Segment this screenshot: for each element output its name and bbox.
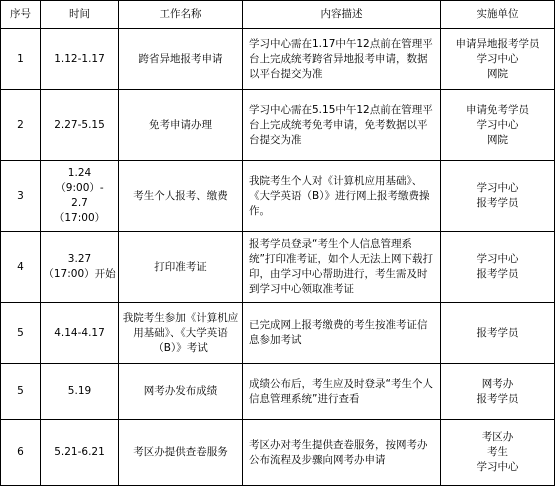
cell-time: 1.12-1.17 — [41, 29, 119, 90]
cell-unit: 报考学员 — [441, 303, 555, 364]
table-header-row — [1, 1, 555, 29]
header-time: 时间 — [41, 1, 119, 29]
cell-task-name: 跨省异地报考申请 — [119, 29, 243, 90]
cell-task-name: 网考办发布成绩 — [119, 364, 243, 420]
cell-time: 1.24 （9:00）- 2.7 （17:00） — [41, 161, 119, 232]
cell-time: 4.14-4.17 — [41, 303, 119, 364]
table-row — [1, 161, 555, 232]
table-row — [1, 303, 555, 364]
cell-no: 5 — [1, 303, 41, 364]
cell-time: 5.21-6.21 — [41, 420, 119, 486]
cell-task-name: 考生个人报考、缴费 — [119, 161, 243, 232]
cell-time: 2.27-5.15 — [41, 90, 119, 161]
table-row — [1, 232, 555, 303]
cell-task-name: 免考申请办理 — [119, 90, 243, 161]
cell-task-name: 我院考生参加《计算机应用基础》、《大学英语（B）》考试 — [119, 303, 243, 364]
cell-no: 1 — [1, 29, 41, 90]
header-description: 内容描述 — [243, 1, 441, 29]
cell-task-name: 打印准考证 — [119, 232, 243, 303]
cell-unit: 申请免考学员 学习中心 网院 — [441, 90, 555, 161]
cell-unit: 网考办 报考学员 — [441, 364, 555, 420]
cell-no: 3 — [1, 161, 41, 232]
cell-time: 5.19 — [41, 364, 119, 420]
table-row — [1, 29, 555, 90]
table-row — [1, 364, 555, 420]
cell-unit: 学习中心 报考学员 — [441, 232, 555, 303]
cell-description: 已完成网上报考缴费的考生按准考证信息参加考试 — [243, 303, 441, 364]
cell-description: 我院考生个人对《计算机应用基础》、《大学英语（B）》进行网上报考缴费操作。 — [243, 161, 441, 232]
table-row — [1, 420, 555, 486]
header-unit: 实施单位 — [441, 1, 555, 29]
cell-no: 2 — [1, 90, 41, 161]
header-no: 序号 — [1, 1, 41, 29]
header-task-name: 工作名称 — [119, 1, 243, 29]
table-row — [1, 90, 555, 161]
cell-no: 6 — [1, 420, 41, 486]
cell-unit: 申请异地报考学员 学习中心 网院 — [441, 29, 555, 90]
cell-task-name: 考区办提供查卷服务 — [119, 420, 243, 486]
cell-time: 3.27 （17:00）开始 — [41, 232, 119, 303]
cell-description: 报考学员登录“考生个人信息管理系统”打印准考证，如个人无法上网下载打印，由学习中心帮助进行，考生需及时到学习中心领取准考证 — [243, 232, 441, 303]
cell-description: 学习中心需在5.15中午12点前在管理平台上完成统考免考申请，免考数据以平台提交为准 — [243, 90, 441, 161]
cell-unit: 考区办 考生 学习中心 — [441, 420, 555, 486]
cell-no: 5 — [1, 364, 41, 420]
cell-description: 成绩公布后，考生应及时登录“考生个人信息管理系统”进行查看 — [243, 364, 441, 420]
cell-description: 考区办对考生提供查卷服务，按网考办公布流程及步骤向网考办申请 — [243, 420, 441, 486]
cell-no: 4 — [1, 232, 41, 303]
cell-unit: 学习中心 报考学员 — [441, 161, 555, 232]
cell-description: 学习中心需在1.17中午12点前在管理平台上完成统考跨省异地报考申请，数据以平台提交为准 — [243, 29, 441, 90]
